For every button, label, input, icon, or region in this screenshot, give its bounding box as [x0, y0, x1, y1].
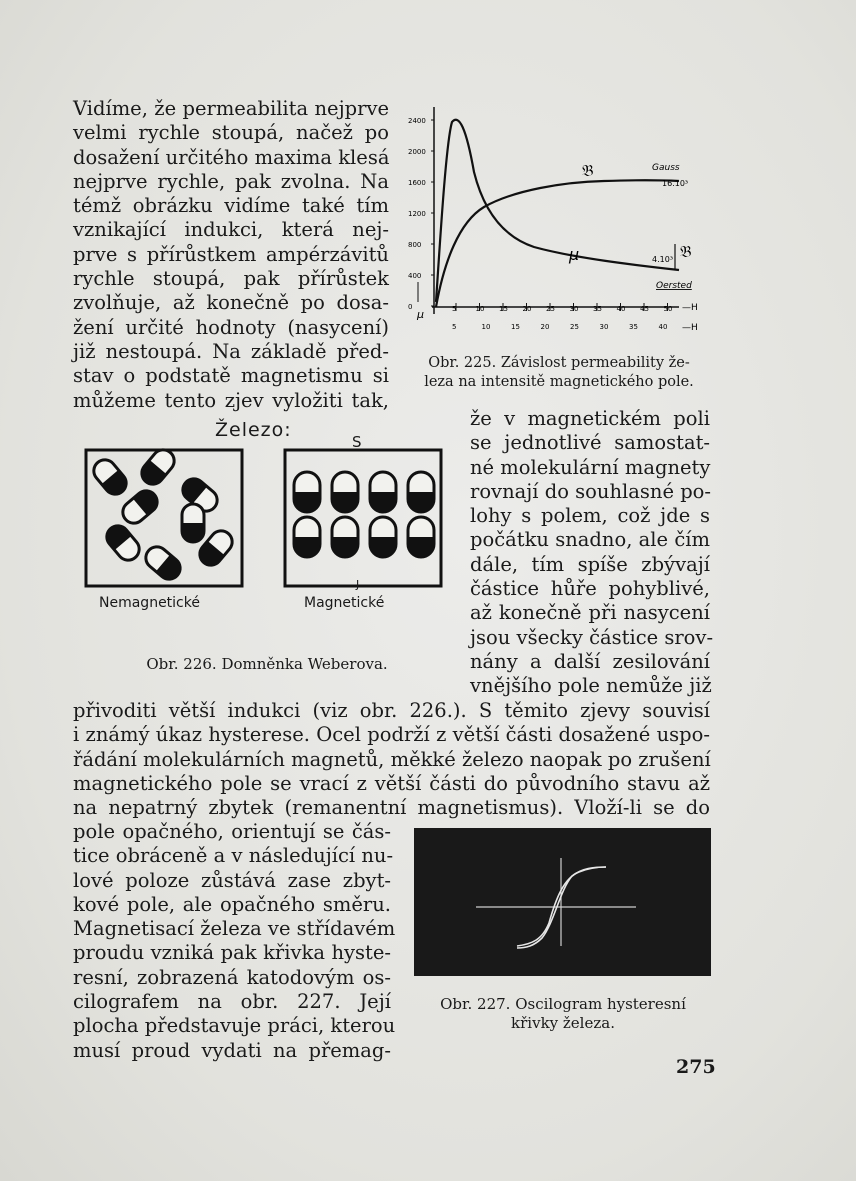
x-tick-label-upper: 20 [522, 305, 532, 313]
figure-227-caption: Obr. 227. Oscilogram hysteresní křivky železa. [440, 995, 686, 1032]
x-tick-label-upper: 50 [663, 305, 673, 313]
explanation-line: částice hůře pohyblivé, [470, 577, 710, 601]
x-tick-label-lower: 30 [599, 323, 609, 331]
x-tick-label-lower: 15 [511, 323, 520, 331]
oersted-label: Oersted [656, 281, 692, 291]
magnetisation-line: cilografem na obr. 227. Její [73, 990, 391, 1014]
x-tick-label-lower: 35 [629, 323, 638, 331]
y-tick-label: 400 [408, 272, 422, 280]
figure-225-chart [404, 102, 724, 347]
intro-line: již nestoupá. Na základě před- [73, 339, 389, 363]
hysteresis-paragraph [73, 699, 710, 820]
molecular-magnet [89, 455, 130, 498]
explanation-line: nány a další zesilování [470, 649, 710, 673]
magnetic-label: Magnetické [304, 595, 385, 611]
b-axis-label: 𝔅 [680, 242, 692, 261]
intro-line: nejprve rychle, pak zvolna. Na [73, 169, 389, 193]
hysteresis-line: na nepatrný zbytek (remanentní magnetismus). Vloží-li se do [73, 796, 710, 820]
x-tick-label-lower: 40 [658, 323, 668, 331]
magnetisation-line: lové poloze zůstává zase zbyt- [73, 868, 391, 892]
y-tick-label: 0 [408, 303, 413, 311]
x-tick-label-upper: 25 [546, 305, 555, 313]
explanation-line: až konečně při nasycení [470, 601, 710, 625]
mu-axis-label: μ [417, 308, 424, 321]
y-tick-label: 800 [408, 241, 422, 249]
mu-curve [436, 120, 679, 302]
explanation-line: dále, tím spíše zbývají [470, 552, 710, 576]
h-label-lower: —H [682, 323, 698, 333]
molecular-magnet [408, 517, 434, 557]
hysteresis-line: řádání molekulárních magnetů, měkké železo naopak po zrušení [73, 747, 711, 771]
y-tick-label: 2400 [408, 117, 426, 125]
x-tick-label-lower: 20 [540, 323, 550, 331]
b-curve-label: 𝔅 [582, 161, 594, 180]
intro-line: Vidíme, že permeabilita nejprve [73, 97, 389, 120]
explanation-line: né molekulární magnety [470, 455, 711, 479]
hysteresis-line: magnetického pole se vrací z větší části do původního stavu až [73, 771, 710, 795]
page-number: 275 [676, 1056, 716, 1078]
intro-line: zvolňuje, až konečně po dosa- [73, 291, 389, 315]
hysteresis-line: i známý úkaz hysterese. Ocel podrží z větší části dosažené uspo- [73, 723, 710, 747]
magnetisation-line: plocha představuje práci, kterou [73, 1014, 396, 1038]
molecular-magnet [332, 472, 358, 512]
y-tick-label: 2000 [408, 148, 426, 156]
intro-line: témž obrázku vidíme také tím [73, 194, 389, 218]
x-tick-label-lower: 5 [452, 323, 457, 331]
magnetisation-line: tice obráceně a v následující nu- [73, 844, 394, 868]
explanation-line: lohy s polem, což jde s [470, 504, 710, 528]
x-tick-label-upper: 15 [499, 305, 508, 313]
intro-line: velmi rychle stoupá, načež po [73, 121, 389, 145]
x-tick-label-upper: 40 [616, 305, 626, 313]
explanation-paragraph [470, 407, 714, 699]
b-curve [436, 180, 679, 307]
magnetisation-line: resní, zobrazená katodovým os- [73, 965, 391, 989]
magnetisation-line: proudu vzniká pak křivka hyste- [73, 941, 391, 965]
magnetisation-paragraph [73, 820, 396, 1063]
molecular-magnet [141, 542, 184, 583]
magnetisation-line: Magnetisací železa ve střídavém [73, 917, 396, 941]
intro-line: stav o podstatě magnetismu si [73, 364, 389, 388]
explanation-line: se jednotlivé samostat- [470, 431, 710, 455]
x-tick-label-upper: 45 [640, 305, 649, 313]
molecular-magnet [102, 521, 143, 564]
figure-225-caption: Obr. 225. Závislost permeability že- leza na intensitě magnetického pole. [424, 355, 694, 390]
figure-227-oscillogram [414, 828, 711, 976]
molecular-magnet [137, 445, 178, 488]
y-tick-label: 1600 [408, 179, 426, 187]
intro-line: vznikající indukci, která nej- [73, 218, 389, 242]
molecular-magnet [182, 504, 204, 542]
molecular-magnet [370, 517, 396, 557]
intro-paragraph [73, 97, 389, 413]
gauss-label: Gauss [652, 163, 680, 173]
x-tick-label-lower: 10 [481, 323, 491, 331]
intro-line: rychle stoupá, pak přírůstek [73, 267, 389, 291]
hysteresis-line: přivoditi větší indukci (viz obr. 226.). S těmito zjevy souvisí [73, 699, 710, 722]
magnetisation-line: musí proud vydati na přemag- [73, 1038, 391, 1062]
h-label-upper: —H [682, 303, 698, 313]
intro-line: můžeme tento zjev vyložiti tak, [73, 388, 389, 412]
figure-226-diagram [80, 445, 450, 595]
figure-226-s-label: S [352, 433, 362, 451]
figure-226-j-label: J [356, 578, 360, 591]
x-tick-label-upper: 10 [475, 305, 485, 313]
gauss-value: 16.10³ [662, 179, 689, 188]
explanation-line: vnějšího pole nemůže již [470, 674, 712, 698]
x-tick-label-upper: 35 [593, 305, 602, 313]
intro-line: žení určité hodnoty (nasycení) [73, 315, 389, 339]
figure-226-title: Železo: [215, 419, 292, 441]
x-tick-label-upper: 5 [452, 305, 457, 313]
figure-226-caption: Obr. 226. Domněnka Weberova. [146, 655, 388, 673]
magnetisation-line: kové pole, ale opačného směru. [73, 892, 391, 916]
explanation-line: rovnají do souhlasné po- [470, 479, 712, 503]
explanation-line: že v magnetickém poli [470, 407, 710, 430]
explanation-line: jsou všecky částice srov- [470, 625, 714, 649]
magnetisation-line: pole opačného, orientují se čás- [73, 820, 391, 843]
molecular-magnet [370, 472, 396, 512]
molecular-magnet [408, 472, 434, 512]
x-tick-label-lower: 25 [570, 323, 579, 331]
intro-line: prve s přírůstkem ampérzávitů [73, 242, 389, 266]
mu-curve-label: μ [569, 245, 580, 264]
explanation-line: počátku snadno, ale čím [470, 528, 710, 552]
nonmagnetic-label: Nemagnetické [99, 595, 200, 611]
intro-line: dosažení určitého maxima klesá [73, 145, 390, 169]
molecular-magnet [294, 472, 320, 512]
x-tick-label-upper: 30 [569, 305, 579, 313]
molecular-magnet [332, 517, 358, 557]
molecular-magnet [294, 517, 320, 557]
right-value: 4.10³ [652, 255, 674, 264]
y-tick-label: 1200 [408, 210, 426, 218]
molecular-magnet [118, 486, 161, 527]
